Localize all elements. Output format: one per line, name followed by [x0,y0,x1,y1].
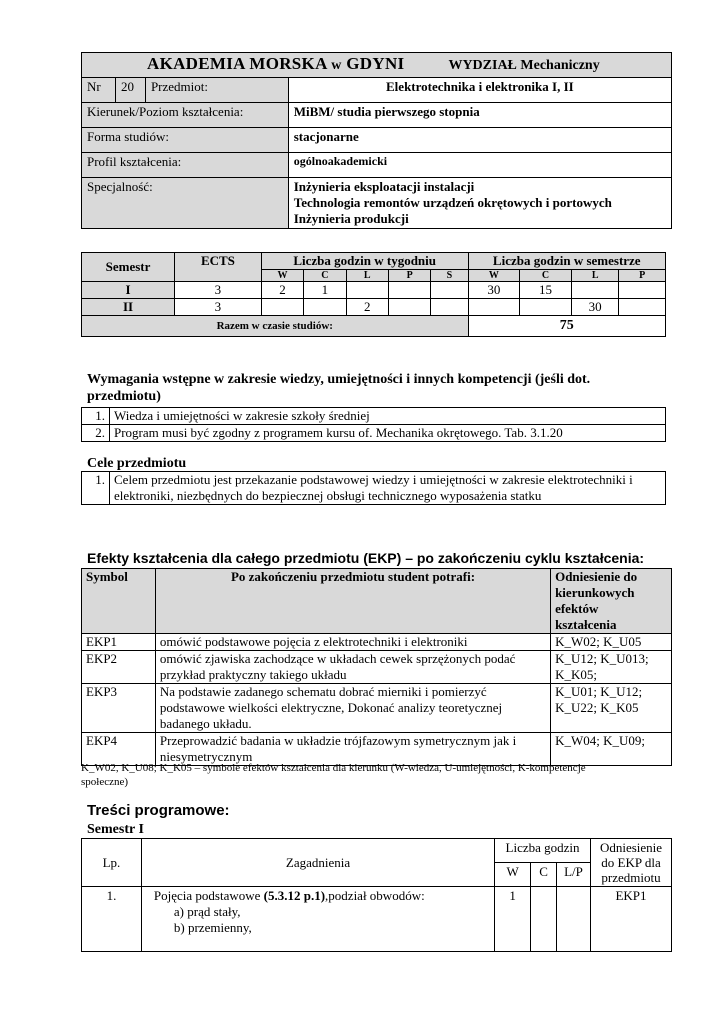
ref-line: K_U01; K_U12; [555,684,643,699]
col-ref-line: Odniesienie [599,840,663,855]
item-text: Wiedza i umiejętności w zakresie szkoły średniej [110,408,666,425]
spec-item: Inżynieria produkcji [293,211,409,226]
col-hours: Liczba godzin [495,839,591,863]
hours-cell: 30 [571,299,619,316]
form-label: Forma studiów: [82,128,289,153]
ekp-desc [155,634,550,651]
topic-ref: (5.3.12 p.1) [263,888,326,903]
goals-title: Cele przedmiotu [87,456,187,471]
item-number: 1. [82,472,110,505]
requirements-title [87,371,667,405]
ects-cell: 3 [175,299,262,316]
hours-cell [619,282,666,299]
item-number: 2. [82,425,110,442]
ekp-symbol: EKP4 [82,733,156,766]
ekp-desc [155,651,550,684]
hours-cell [346,282,388,299]
topic-sub: a) prąd stały, [173,904,241,919]
course-header-table [81,52,672,229]
row-lp: 1. [82,887,142,952]
ekp-symbol: EKP3 [82,684,156,733]
desc-line: niesymetrycznym [159,749,253,764]
item-text: Program musi być zgodny z programem kursu of. Mechanika okrętowego. Tab. 3.1.20 [110,425,666,442]
direction-label: Kierunek/Poziom kształcenia: [82,103,289,128]
program-table [81,838,672,952]
academy-name: AKADEMIA MORSKA w GDYNI [147,54,405,73]
ref-line: K_K05; [555,667,597,682]
hours-cell [388,282,430,299]
list-item [82,408,666,425]
hours-cell [520,299,572,316]
table-row [82,651,672,684]
col-desc: Po zakończeniu przedmiotu student potrafi: [155,569,550,634]
total-value: 75 [468,316,665,337]
col-symbol: Symbol [82,569,156,634]
hours-cell: 2 [346,299,388,316]
col-ref-line: do EKP dla [601,855,661,870]
semester-cell: I [82,282,175,299]
semester-title: Semestr I [87,822,144,837]
form-value: stacjonarne [288,128,671,153]
hours-cell [261,299,303,316]
hours-cell: 15 [520,282,572,299]
row-topic [141,887,494,952]
semester-hours-table [81,252,666,337]
nr-value: 20 [115,78,145,103]
program-title: Treści programowe: [87,802,230,819]
desc-line: przykład praktyczny takiego układu [159,667,347,682]
row-w: 1 [495,887,531,952]
weekly-col: S [431,270,468,282]
list-item [82,472,666,505]
semester-col: L [571,270,619,282]
col-ref-line: efektów [555,601,599,616]
profile-label: Profil kształcenia: [82,153,289,178]
desc-line: Przeprowadzić badania w układzie trójfazowym symetrycznym jak i [159,733,517,748]
goals-table [81,471,666,505]
ref-line: K_U12; K_U013; [555,651,649,666]
desc-line: omówić podstawowe pojęcia z elektrotechniki i elektroniki [159,634,468,649]
weekly-col: P [388,270,430,282]
requirements-table [81,407,666,442]
col-ref-line: przedmiotu [601,870,661,885]
hours-cell [619,299,666,316]
table-row [82,887,672,952]
ref-line: K_W04; K_U09; [555,733,645,748]
ekp-ref [551,684,672,733]
spec-item: Inżynieria eksploatacji instalacji [293,179,475,194]
ekp-desc [155,684,550,733]
ekp-symbol: EKP1 [82,634,156,651]
ects-cell: 3 [175,282,262,299]
desc-line: badanego układu. [159,716,252,731]
hours-cell [388,299,430,316]
desc-line: podstawowe wielkości elektryczne, Dokonać analizy teoretycznej [159,700,503,715]
spec-item: Technologia remontów urządzeń okrętowych i portowych [293,195,612,210]
footnote-line: społeczne) [81,776,129,788]
semester-col: P [619,270,666,282]
col-ects: ECTS [175,253,262,282]
row-lp-hours [557,887,591,952]
col-weekly-hours: Liczba godzin w tygodniu [261,253,468,270]
faculty-name: WYDZIAŁ Mechaniczny [448,58,600,73]
ekp-footnote [81,761,681,789]
hours-cell: 1 [304,282,346,299]
total-label: Razem w czasie studiów: [82,316,469,337]
header-title-row [82,53,672,78]
semester-row [82,282,666,299]
semester-col: W [468,270,520,282]
topic-text: Pojęcia podstawowe [153,888,264,903]
weekly-col: W [261,270,303,282]
spec-label: Specjalność: [82,178,289,229]
sub-col: W [495,863,531,887]
item-text [110,472,666,505]
weekly-col: C [304,270,346,282]
row-c [531,887,557,952]
sub-col: C [531,863,557,887]
col-ref-line: Odniesienie do [555,569,638,584]
hours-cell [304,299,346,316]
ekp-title: Efekty kształcenia dla całego przedmiotu (EKP) – po zakończeniu cyklu kształcenia: [87,550,645,566]
hours-cell: 2 [261,282,303,299]
hours-cell [468,299,520,316]
col-ekp-ref [591,839,672,887]
direction-value: MiBM/ studia pierwszego stopnia [288,103,671,128]
topic-sub: b) przemienny, [173,920,252,935]
topic-text: ,podział obwodów: [325,888,425,903]
item-text-line: elektroniki, niezbędnych do bezpiecznej obsługi technicznego wyposażenia statku [114,488,542,503]
semester-row [82,299,666,316]
requirements-title-line: Wymagania wstępne w zakresie wiedzy, umiejętności i innych kompetencji (jeśli dot. [87,372,591,387]
row-ekp: EKP1 [591,887,672,952]
hours-cell: 30 [468,282,520,299]
col-ref [551,569,672,634]
hours-cell [431,282,468,299]
profile-value: ogólnoakademicki [288,153,671,178]
hours-cell [571,282,619,299]
weekly-col: L [346,270,388,282]
col-ref-line: kształcenia [555,617,617,632]
col-lp: Lp. [82,839,142,887]
subject-label: Przedmiot: [145,78,288,103]
ref-line: K_W02; K_U05 [555,634,642,649]
table-row [82,684,672,733]
semester-cell: II [82,299,175,316]
col-semestr: Semestr [82,253,175,282]
topic-line [146,888,490,904]
table-row [82,634,672,651]
item-text-line: Celem przedmiotu jest przekazanie podstawowej wiedzy i umiejętności w zakresie elektrotechniki i [114,472,633,487]
col-semester-hours: Liczba godzin w semestrze [468,253,665,270]
footnote-line: K_W02, K_U08; K_K05 – symbole efektów kształcenia dla kierunku (W-wiedza, U-umiejętności, K-kompetencje [81,762,586,774]
nr-label: Nr [82,78,116,103]
hours-cell [431,299,468,316]
ref-line: K_U22; K_K05 [555,700,639,715]
subject-value: Elektrotechnika i elektronika I, II [288,78,671,103]
col-ref-line: kierunkowych [555,585,635,600]
ekp-ref [551,651,672,684]
spec-values [288,178,671,229]
requirements-title-line: przedmiotu) [87,389,161,404]
ekp-table [81,568,672,766]
col-topics: Zagadnienia [141,839,494,887]
item-number: 1. [82,408,110,425]
ekp-ref [551,634,672,651]
sub-col: L/P [557,863,591,887]
list-item [82,425,666,442]
semester-col: C [520,270,572,282]
desc-line: Na podstawie zadanego schematu dobrać mierniki i pomierzyć [159,684,487,699]
ekp-symbol: EKP2 [82,651,156,684]
desc-line: omówić zjawiska zachodzące w układach cewek sprzężonych podać [159,651,516,666]
